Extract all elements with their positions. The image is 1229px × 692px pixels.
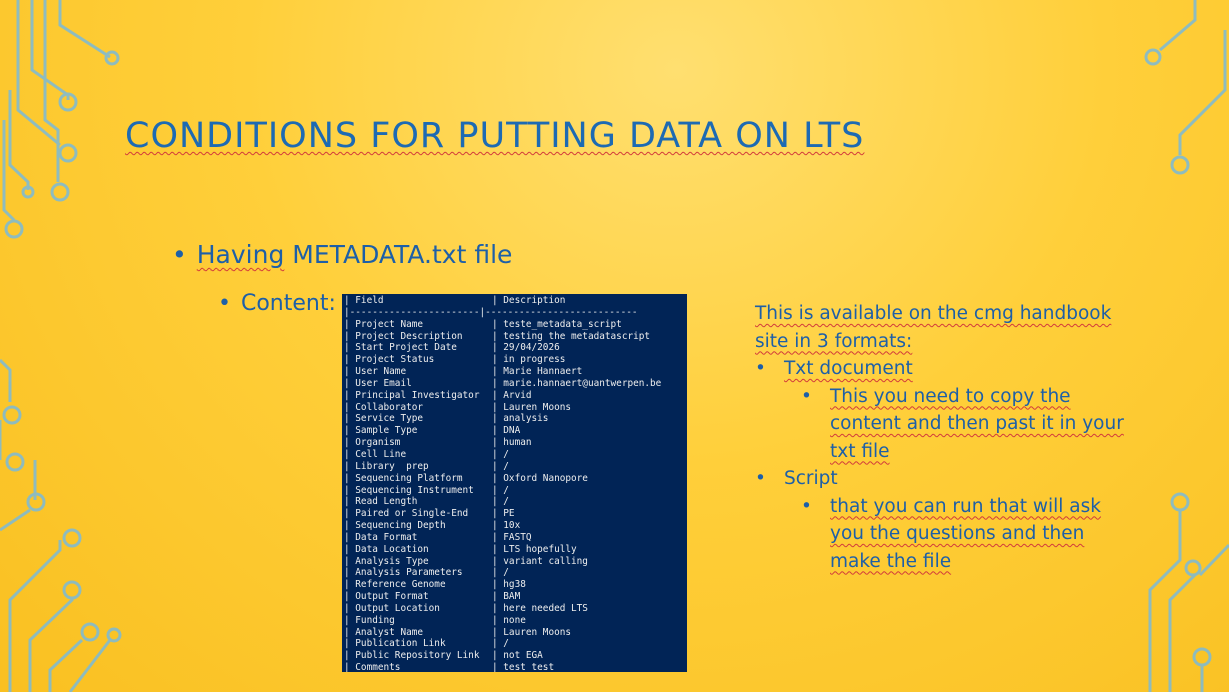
terminal-field-name: | User Name — [344, 366, 407, 378]
terminal-field-value: | LTS hopefully — [492, 543, 577, 555]
terminal-row — [342, 579, 687, 591]
terminal-row — [342, 603, 687, 615]
terminal-field-value: | in progress — [492, 354, 566, 366]
slide-title: CONDITIONS FOR PUTTING DATA ON LTS — [125, 116, 865, 156]
terminal-field-value: | human — [492, 437, 532, 449]
header-description: | Description — [492, 295, 566, 306]
terminal-field-value: | here needed LTS — [492, 602, 588, 614]
terminal-field-name: | Service Type — [344, 413, 424, 425]
terminal-field-value: | Lauren Moons — [492, 626, 572, 638]
terminal-row — [342, 508, 687, 520]
terminal-field-name: | Data Format — [344, 531, 418, 543]
terminal-field-name: | Sequencing Platform — [344, 472, 463, 484]
terminal-field-value: | / — [492, 638, 509, 650]
terminal-field-name: | Data Location — [344, 543, 429, 555]
terminal-row — [342, 591, 687, 603]
bullet-having-metadata — [172, 240, 512, 269]
metadata-file-text: METADATA.txt file — [284, 240, 513, 269]
availability-intro: This is available on the cmg handbook site in 3 formats: — [755, 303, 1112, 352]
terminal-field-value: | variant calling — [492, 555, 588, 567]
terminal-field-value: | teste_metadata_script — [492, 318, 622, 330]
terminal-row — [342, 437, 687, 449]
terminal-row — [342, 496, 687, 508]
terminal-field-value: | none — [492, 614, 526, 626]
format-script-detail: • that you can run that will ask you the questions and then make the file — [801, 495, 1101, 572]
terminal-field-value: | FASTQ — [492, 531, 532, 543]
terminal-field-name: | Funding — [344, 614, 395, 626]
terminal-field-value: | 29/04/2026 — [492, 342, 560, 354]
terminal-field-value: | BAM — [492, 591, 521, 603]
terminal-field-name: | Public Repository Link — [344, 650, 480, 662]
terminal-field-name: | Library prep — [344, 460, 429, 472]
terminal-row — [342, 413, 687, 425]
terminal-separator: |-----------------------|--------------------------- — [344, 306, 638, 318]
terminal-field-value: | DNA — [492, 425, 521, 437]
terminal-field-name: | Reference Genome — [344, 579, 446, 591]
format-txt-document-detail: • This you need to copy the content and then past it in your txt file — [801, 385, 1124, 462]
terminal-field-name: | Sequencing Depth — [344, 520, 446, 532]
terminal-field-value: | Oxford Nanopore — [492, 472, 588, 484]
terminal-field-value: | Lauren Moons — [492, 401, 572, 413]
terminal-row — [342, 662, 687, 672]
terminal-field-name: | Analysis Parameters — [344, 567, 463, 579]
terminal-field-name: | Paired or Single-End — [344, 508, 469, 520]
terminal-field-value: | / — [492, 448, 509, 460]
terminal-field-value: | / — [492, 496, 509, 508]
terminal-field-name: | Sample Type — [344, 425, 418, 437]
terminal-field-name: | User Email — [344, 377, 412, 389]
header-field: | Field — [344, 295, 384, 306]
terminal-field-name: | Sequencing Instrument — [344, 484, 474, 496]
terminal-header-row — [342, 295, 687, 307]
terminal-row — [342, 627, 687, 639]
content-label: Content: — [240, 291, 336, 316]
terminal-field-name: | Project Status — [344, 354, 435, 366]
terminal-row — [342, 544, 687, 556]
terminal-field-value: | hg38 — [492, 579, 526, 591]
terminal-field-value: | testing the metadatascript — [492, 330, 651, 342]
terminal-row — [342, 461, 687, 473]
metadata-terminal-screenshot — [342, 294, 687, 672]
having-word: Having — [196, 240, 285, 269]
terminal-field-name: | Comments — [344, 662, 401, 672]
terminal-row — [342, 473, 687, 485]
terminal-row — [342, 485, 687, 497]
terminal-field-value: | / — [492, 567, 509, 579]
terminal-field-name: | Read Length — [344, 496, 418, 508]
terminal-field-name: | Organism — [344, 437, 401, 449]
terminal-row — [342, 354, 687, 366]
terminal-row — [342, 378, 687, 390]
terminal-field-name: | Analysis Type — [344, 555, 429, 567]
terminal-row — [342, 402, 687, 414]
bullet-dot: • — [218, 291, 231, 316]
terminal-row — [342, 556, 687, 568]
terminal-field-name: | Cell Line — [344, 448, 407, 460]
terminal-row — [342, 615, 687, 627]
terminal-row — [342, 567, 687, 579]
terminal-field-value: | / — [492, 460, 509, 472]
format-script: • Script — [755, 468, 838, 489]
bullet-content — [218, 291, 336, 316]
terminal-row — [342, 342, 687, 354]
format-txt-document: • Txt document — [755, 358, 913, 379]
terminal-field-name: | Publication Link — [344, 638, 446, 650]
terminal-field-name: | Project Name — [344, 318, 424, 330]
terminal-field-name: | Project Description — [344, 330, 463, 342]
terminal-field-value: | PE — [492, 508, 515, 520]
terminal-field-name: | Analyst Name — [344, 626, 424, 638]
terminal-field-value: | analysis — [492, 413, 549, 425]
terminal-row — [342, 390, 687, 402]
terminal-row — [342, 650, 687, 662]
terminal-row — [342, 425, 687, 437]
terminal-row — [342, 319, 687, 331]
terminal-field-name: | Collaborator — [344, 401, 424, 413]
terminal-row — [342, 331, 687, 343]
terminal-field-name: | Principal Investigator — [344, 389, 480, 401]
terminal-row — [342, 532, 687, 544]
terminal-field-value: | 10x — [492, 520, 521, 532]
terminal-field-value: | Marie Hannaert — [492, 366, 583, 378]
terminal-field-value: | test test — [492, 662, 555, 672]
terminal-row — [342, 520, 687, 532]
terminal-field-name: | Output Format — [344, 591, 429, 603]
bullet-dot: • — [172, 240, 187, 269]
terminal-row — [342, 366, 687, 378]
terminal-field-name: | Output Location — [344, 602, 440, 614]
terminal-rows — [342, 319, 687, 672]
terminal-field-name: | Start Project Date — [344, 342, 457, 354]
terminal-field-value: | Arvid — [492, 389, 532, 401]
terminal-field-value: | / — [492, 484, 509, 496]
availability-info — [755, 300, 1135, 575]
terminal-row — [342, 449, 687, 461]
terminal-field-value: | not EGA — [492, 650, 543, 662]
terminal-row — [342, 638, 687, 650]
terminal-field-value: | marie.hannaert@uantwerpen.be — [492, 377, 662, 389]
